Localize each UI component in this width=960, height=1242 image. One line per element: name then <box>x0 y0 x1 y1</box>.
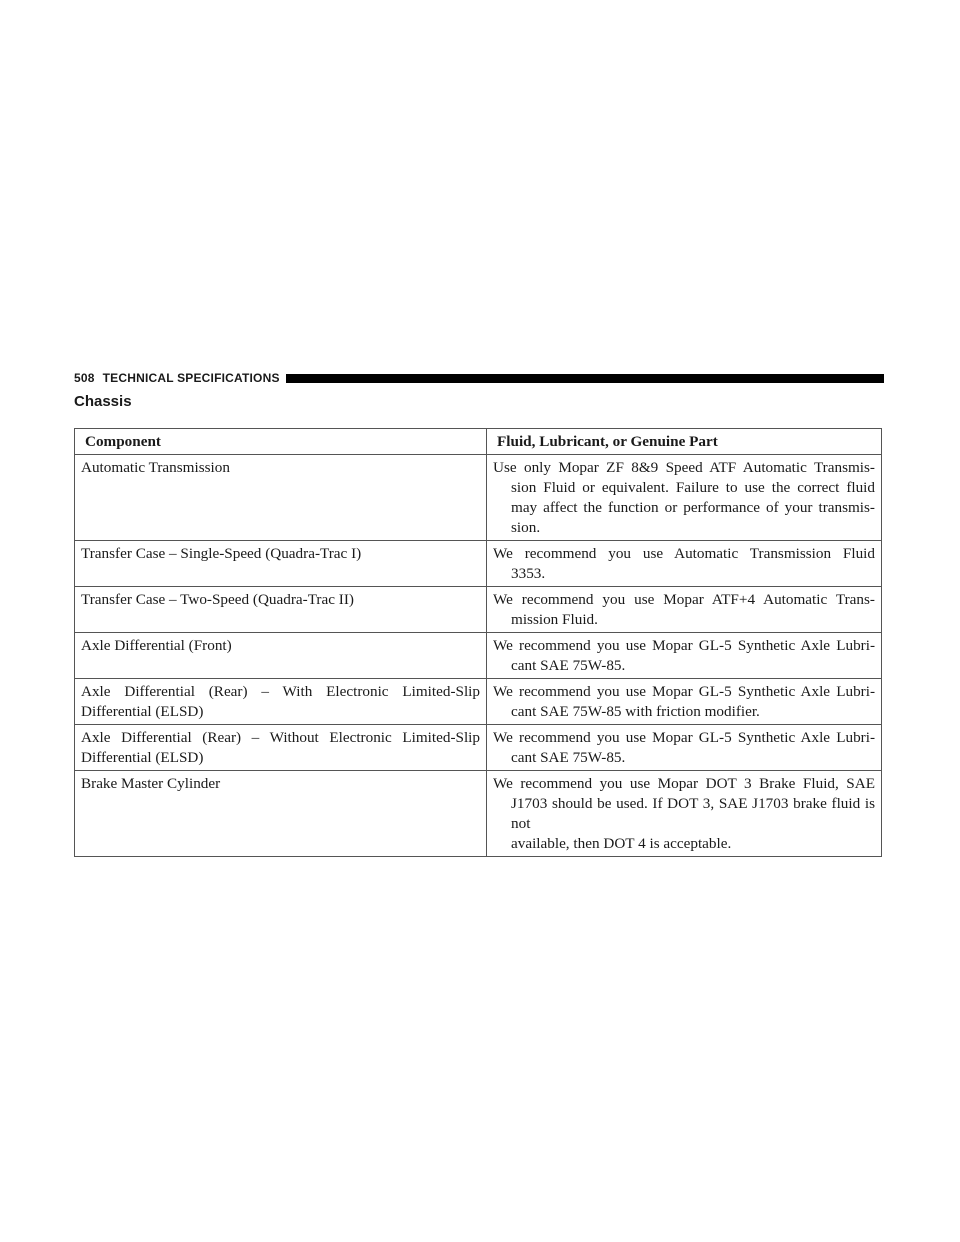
component-text: Transfer Case – Two-Speed (Quadra-Trac II) <box>81 591 354 608</box>
table-row <box>75 725 882 771</box>
fluid-text: mission Fluid. <box>511 611 598 628</box>
header-rule <box>286 374 884 383</box>
component-cell <box>75 587 487 633</box>
fluid-text: We recommend you use Mopar GL-5 Synthetic Axle Lubri- <box>493 637 875 654</box>
fluid-text: cant SAE 75W-85. <box>511 749 626 766</box>
fluid-text: J1703 should be used. If DOT 3, SAE J1703 brake fluid is not <box>511 795 875 832</box>
fluid-text: We recommend you use Mopar GL-5 Synthetic Axle Lubri- <box>493 683 875 700</box>
fluid-cell <box>487 633 882 679</box>
page-number: 508 <box>74 371 95 385</box>
fluid-text: sion. <box>511 519 541 536</box>
column-header-fluid: Fluid, Lubricant, or Genuine Part <box>487 429 882 455</box>
chassis-spec-table <box>74 428 882 857</box>
component-text: Transfer Case – Single-Speed (Quadra-Trac I) <box>81 545 362 562</box>
fluid-text: Use only Mopar ZF 8&9 Speed ATF Automatic Transmis- <box>493 459 875 476</box>
component-cell <box>75 541 487 587</box>
section-title: TECHNICAL SPECIFICATIONS <box>102 371 280 385</box>
fluid-cell <box>487 587 882 633</box>
component-text: Brake Master Cylinder <box>81 775 221 792</box>
fluid-text: 3353. <box>511 565 546 582</box>
component-cell <box>75 725 487 771</box>
fluid-text: may affect the function or performance of your transmis- <box>511 499 875 516</box>
table-header-row <box>75 429 882 455</box>
fluid-cell <box>487 771 882 857</box>
fluid-text: We recommend you use Mopar ATF+4 Automatic Trans- <box>493 591 875 608</box>
component-text: Axle Differential (Rear) – With Electronic Limited-Slip <box>81 683 480 700</box>
column-header-component: Component <box>75 429 487 455</box>
table-row <box>75 771 882 857</box>
fluid-cell <box>487 725 882 771</box>
fluid-cell <box>487 541 882 587</box>
component-text: Differential (ELSD) <box>81 703 204 720</box>
fluid-cell <box>487 679 882 725</box>
table-row <box>75 541 882 587</box>
component-text: Differential (ELSD) <box>81 749 204 766</box>
fluid-text: We recommend you use Automatic Transmission Fluid <box>493 545 875 562</box>
component-cell <box>75 679 487 725</box>
component-text: Automatic Transmission <box>81 459 230 476</box>
component-cell <box>75 455 487 541</box>
component-cell <box>75 633 487 679</box>
table-row <box>75 633 882 679</box>
chassis-heading: Chassis <box>74 393 132 410</box>
fluid-text: We recommend you use Mopar DOT 3 Brake Fluid, SAE <box>493 775 875 792</box>
table-row <box>75 679 882 725</box>
table-row <box>75 455 882 541</box>
fluid-text: sion Fluid or equivalent. Failure to use the correct fluid <box>511 479 875 496</box>
fluid-text: We recommend you use Mopar GL-5 Synthetic Axle Lubri- <box>493 729 875 746</box>
table-body <box>75 455 882 857</box>
fluid-cell <box>487 455 882 541</box>
component-text: Axle Differential (Front) <box>81 637 232 654</box>
fluid-text: cant SAE 75W-85. <box>511 657 626 674</box>
component-cell <box>75 771 487 857</box>
fluid-text: cant SAE 75W-85 with friction modifier. <box>511 703 760 720</box>
fluid-text: available, then DOT 4 is acceptable. <box>511 835 732 852</box>
page-header <box>74 370 884 386</box>
component-text: Axle Differential (Rear) – Without Electronic Limited-Slip <box>81 729 480 746</box>
table-row <box>75 587 882 633</box>
